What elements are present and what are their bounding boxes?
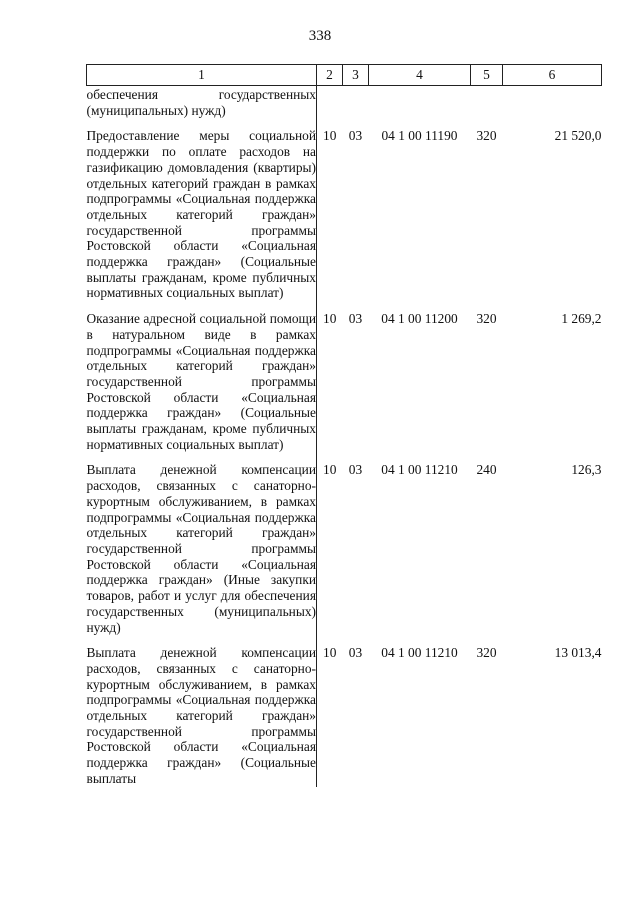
row-section	[317, 86, 343, 119]
row-subsection: 03	[348, 462, 363, 478]
row-target-code: 04 1 00 11210	[381, 462, 458, 478]
row-expense-type: 320	[476, 645, 497, 661]
page-number: 338	[308, 28, 332, 44]
row-amount: 21 520,0	[554, 128, 602, 144]
row-section: 10	[323, 462, 337, 478]
row-description: Оказание адресной социальной помощи в натуральном виде в рамках подпрограммы «Социальная поддержка отдельных категорий граждан» государственной программы Ростовской области «Социальная поддержка граждан» (Социальные выплаты гражданам, кроме публичных нормативных социальных выплат)	[87, 301, 317, 452]
table-row	[87, 301, 602, 452]
row-subsection: 03	[348, 645, 363, 661]
row-description: Выплата денежной компенсации расходов, связанных с санаторно-курортным обслуживанием, в рамках подпрограммы «Социальная поддержка отдельных категорий граждан» государственной программы Ростовской области «Социальная поддержка граждан» (Социальные выплаты	[87, 635, 317, 786]
row-subsection	[343, 86, 369, 119]
row-expense-type: 320	[476, 311, 497, 327]
table-row	[87, 86, 602, 119]
column-header-amount: 6	[503, 65, 602, 86]
row-amount: 126,3	[571, 462, 602, 478]
row-description: обеспечения государственных (муниципальных) нужд)	[86, 87, 316, 118]
row-section: 10	[323, 311, 337, 327]
row-target-code	[369, 86, 471, 119]
table-row	[87, 635, 602, 786]
row-target-code: 04 1 00 11210	[381, 645, 458, 661]
row-section: 10	[323, 645, 337, 661]
table-header-row	[87, 65, 602, 86]
row-section: 10	[323, 128, 337, 144]
row-subsection: 03	[348, 128, 363, 144]
row-target-code: 04 1 00 11200	[381, 311, 458, 327]
table-row	[87, 118, 602, 301]
row-amount: 13 013,4	[554, 645, 602, 661]
row-expense-type: 320	[476, 128, 497, 144]
row-target-code: 04 1 00 11190	[381, 128, 458, 144]
column-header-target-code: 4	[369, 65, 471, 86]
table-row	[87, 452, 602, 635]
row-expense-type: 240	[476, 462, 497, 478]
row-description: Предоставление меры социальной поддержки по оплате расходов на газификацию домовладения (квартиры) отдельных категорий граждан в рамках подпрограммы «Социальная поддержка отдельных категорий граждан» государственной программы Ростовской области «Социальная поддержка граждан» (Социальные выплаты гражданам, кроме публичных нормативных социальных выплат)	[87, 118, 317, 301]
row-amount: 1 269,2	[561, 311, 602, 327]
budget-table	[86, 64, 602, 787]
column-header-section: 2	[317, 65, 343, 86]
column-header-subsection: 3	[343, 65, 369, 86]
column-header-expense-type: 5	[471, 65, 503, 86]
row-subsection: 03	[348, 311, 363, 327]
column-header-description: 1	[87, 65, 317, 86]
row-amount	[503, 86, 602, 119]
row-description: Выплата денежной компенсации расходов, связанных с санаторно-курортным обслуживанием, в рамках подпрограммы «Социальная поддержка отдельных категорий граждан» государственной программы Ростовской области «Социальная поддержка граждан» (Иные закупки товаров, работ и услуг для обеспечения государственных (муниципальных) нужд)	[87, 452, 317, 635]
row-expense-type	[471, 86, 503, 119]
